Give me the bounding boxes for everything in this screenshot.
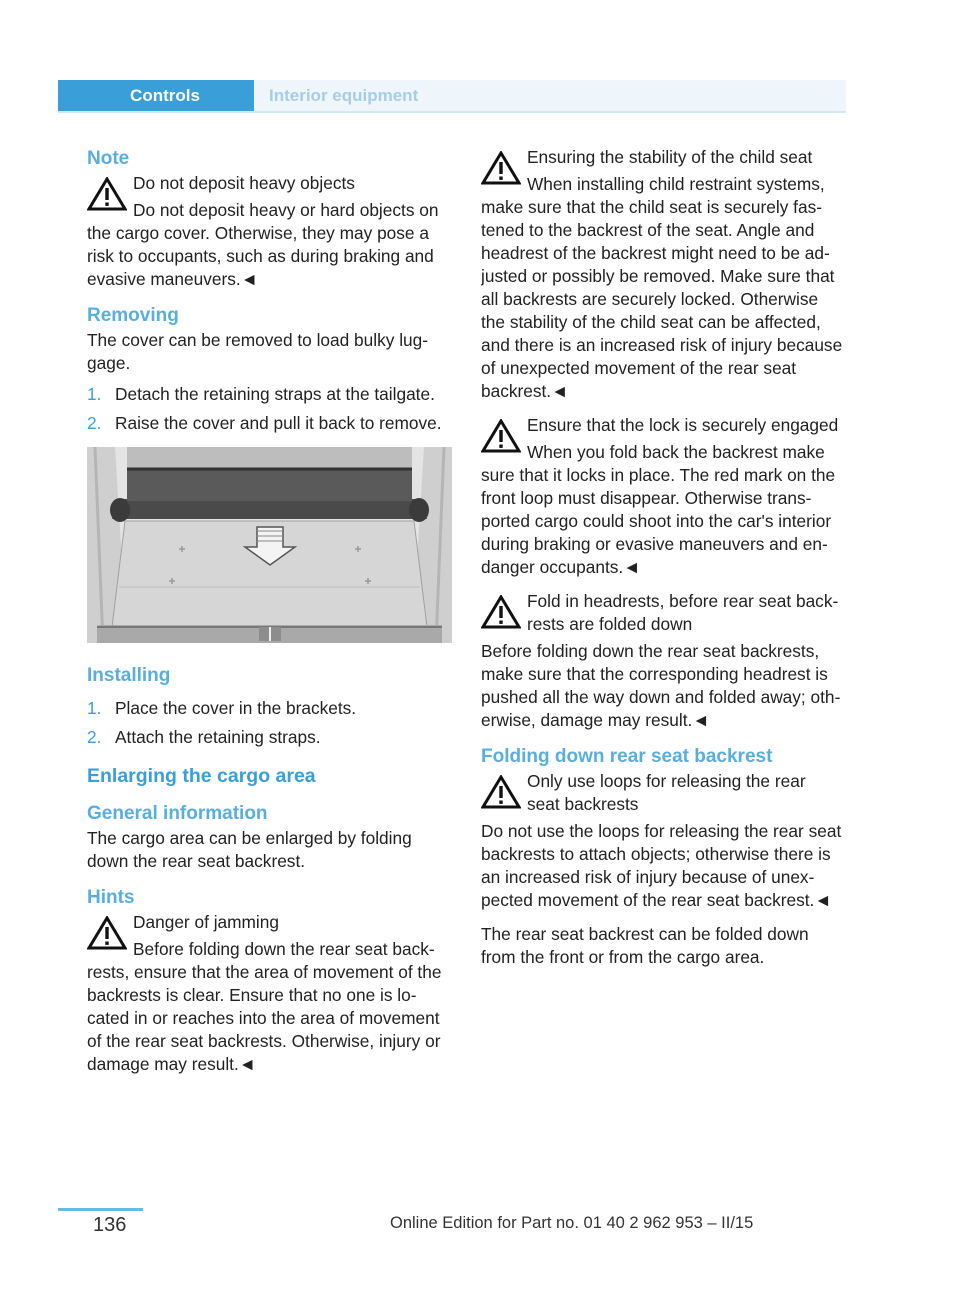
warning-text: Before folding down the rear seat backrests, make sure that the corresponding headrest is pushed all the way down and folded away; otherwise, damage may result.: [481, 641, 841, 730]
end-mark: ◄: [692, 710, 710, 730]
list-item: [87, 383, 449, 406]
warning-text: When you fold back the backrest make sure that it locks in place. The red mark on the front loop must disappear. Otherwise transported cargo could shoot into the car's interior during braking or evasive maneuvers and endanger occupants.: [481, 442, 836, 577]
warning-title: Only use loops for releasing the rear seat backrests: [527, 771, 806, 814]
end-mark: ◄: [240, 269, 258, 289]
warning-title: Do not deposit heavy objects: [133, 173, 355, 193]
installing-heading: Installing: [87, 665, 171, 686]
header-divider: [58, 111, 846, 113]
right-column: [481, 146, 843, 980]
left-column: [87, 146, 449, 1087]
hints-heading: Hints: [87, 887, 135, 908]
warning-triangle-icon: [481, 595, 521, 629]
list-item: [87, 697, 449, 720]
warning-triangle-icon: [481, 151, 521, 185]
enlarging-heading: Enlarging the cargo area: [87, 765, 316, 787]
step-number: 2.: [87, 727, 102, 747]
warning-heavy-objects: [87, 172, 449, 291]
end-mark: ◄: [623, 557, 641, 577]
section-tab-controls: Controls: [58, 80, 254, 111]
warning-title: Ensure that the lock is securely engaged: [527, 415, 839, 435]
general-information-text: The cargo area can be enlarged by folding down the rear seat backrest.: [87, 828, 412, 871]
page-number: 136: [93, 1214, 127, 1236]
cargo-cover-figure: [87, 447, 452, 643]
warning-child-seat-stability: [481, 146, 843, 403]
removing-text: The cover can be removed to load bulky luggage.: [87, 330, 429, 373]
note-heading: Note: [87, 148, 130, 169]
closing-text: The rear seat backrest can be folded down from the front or from the cargo area.: [481, 924, 809, 967]
removing-heading: Removing: [87, 305, 179, 326]
warning-danger-of-jamming: [87, 911, 449, 1076]
warning-triangle-icon: [87, 916, 127, 950]
footer-divider: [58, 1208, 143, 1211]
warning-text: When installing child restraint systems, make sure that the child seat is securely fastened to the backrest of the seat. Angle and headrest of the backrest might need to be adjusted or possibly be removed. Make sure that all backrests are securely locked. Otherwise the stability of the child seat can be affected, and there is an increased risk of injury because of unexpected movement of the rear seat backrest.: [481, 174, 843, 401]
warning-fold-headrests: [481, 590, 843, 732]
step-text: Attach the retaining straps.: [115, 727, 321, 747]
list-item: [87, 412, 449, 435]
step-text: Detach the retaining straps at the tailgate.: [115, 384, 435, 404]
warning-title: Fold in headrests, before rear seat backrests are folded down: [527, 591, 839, 634]
warning-text: Do not deposit heavy or hard objects on the cargo cover. Otherwise, they may pose a risk to occupants, such as during braking and evasive maneuvers.: [87, 200, 439, 289]
list-item: [87, 726, 449, 749]
step-number: 1.: [87, 698, 102, 718]
step-text: Place the cover in the brackets.: [115, 698, 357, 718]
section-tab-interior-equipment: Interior equipment: [254, 80, 846, 111]
warning-title: Danger of jamming: [133, 912, 279, 932]
step-number: 2.: [87, 413, 102, 433]
warning-triangle-icon: [481, 775, 521, 809]
warning-text: Before folding down the rear seat backrests, ensure that the area of movement of the backrests is clear. Ensure that no one is located in or reaches into the area of movement of the rear seat backrests. Otherwise, injury or damage may result.: [87, 939, 442, 1074]
end-mark: ◄: [551, 381, 569, 401]
warning-text: Do not use the loops for releasing the rear seat backrests to attach objects; otherwise there is an increased risk of injury because of unexpected movement of the rear seat backrest.: [481, 821, 842, 910]
warning-triangle-icon: [481, 419, 521, 453]
removing-steps: [87, 383, 449, 435]
end-mark: ◄: [814, 890, 832, 910]
warning-lock-engaged: [481, 414, 843, 579]
step-number: 1.: [87, 384, 102, 404]
warning-release-loops: [481, 770, 843, 912]
edition-info: Online Edition for Part no. 01 40 2 962 953 – II/15: [390, 1214, 754, 1232]
step-text: Raise the cover and pull it back to remove.: [115, 413, 442, 433]
warning-title: Ensuring the stability of the child seat: [527, 147, 813, 167]
end-mark: ◄: [238, 1054, 256, 1074]
general-information-heading: General information: [87, 803, 268, 824]
installing-steps: [87, 697, 449, 749]
folding-down-heading: Folding down rear seat backrest: [481, 746, 773, 767]
warning-triangle-icon: [87, 177, 127, 211]
